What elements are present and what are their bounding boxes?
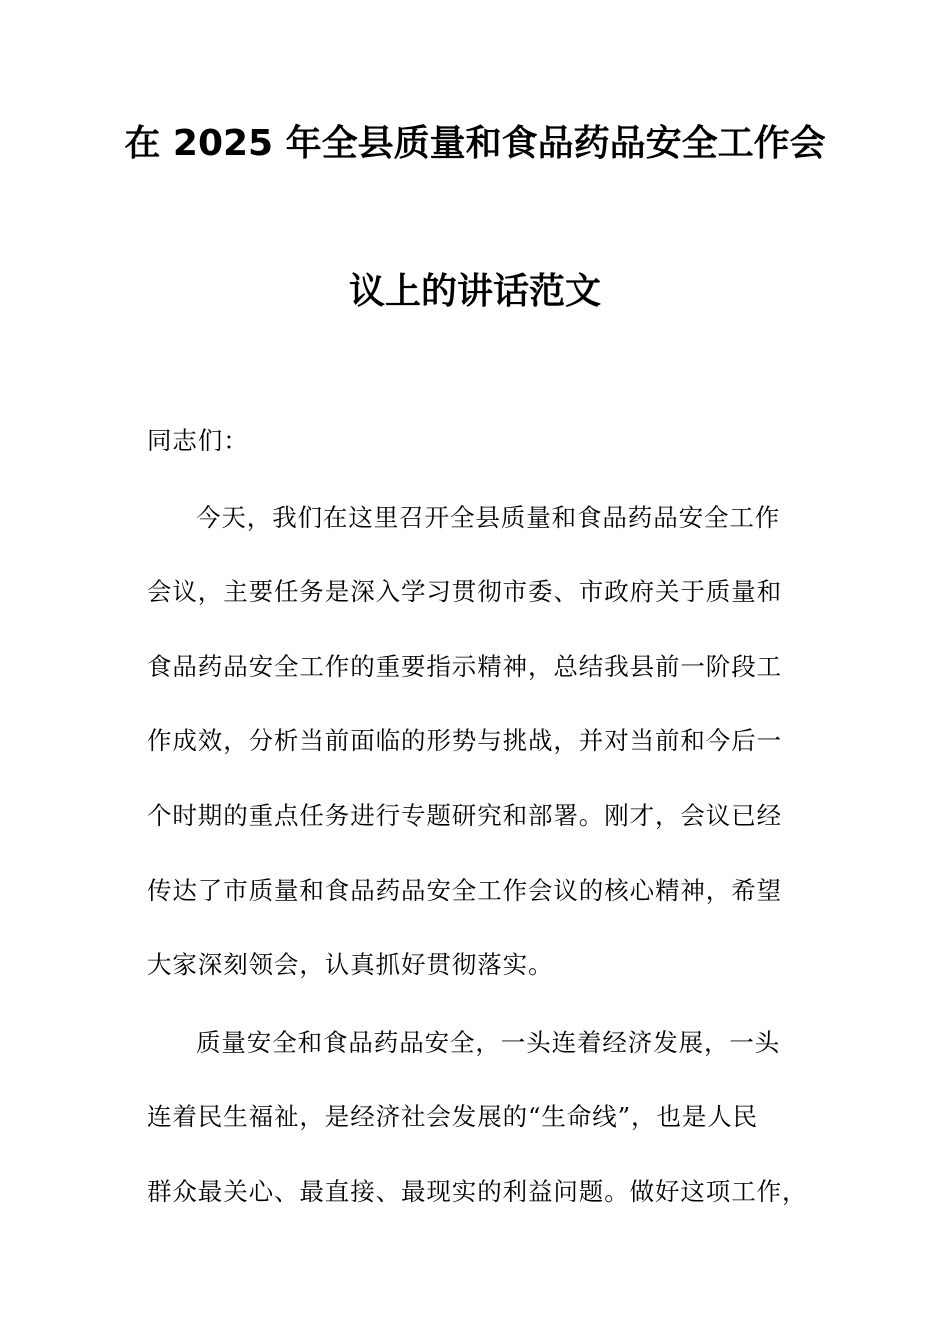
paragraph-1-line: 食品药品安全工作的重要指示精神，总结我县前一阶段工 [147,652,782,681]
paragraph-1-line: 传达了市质量和食品药品安全工作会议的核心精神，希望 [147,876,782,905]
paragraph-1-line: 今天，我们在这里召开全县质量和食品药品安全工作 [196,503,781,532]
document-title-line-1: 在 2025 年全县质量和食品药品安全工作会 [124,123,826,164]
paragraph-2-line: 连着民生福祉，是经济社会发展的“生命线”，也是人民 [147,1102,759,1131]
paragraph-1-line: 个时期的重点任务进行专题研究和部署。刚才，会议已经 [147,801,782,830]
paragraph-1-line: 会议，主要任务是深入学习贯彻市委、市政府关于质量和 [147,577,782,606]
document-title-line-2: 议上的讲话范文 [348,271,601,312]
paragraph-1-line: 作成效，分析当前面临的形势与挑战，并对当前和今后一 [147,726,782,755]
paragraph-1-line: 大家深刻领会，认真抓好贯彻落实。 [147,950,554,979]
paragraph-2-line: 质量安全和食品药品安全，一头连着经济发展，一头 [196,1028,781,1057]
paragraph-2-line: 群众最关心、最直接、最现实的利益问题。做好这项工作， [147,1177,808,1206]
salutation: 同志们： [147,426,249,455]
